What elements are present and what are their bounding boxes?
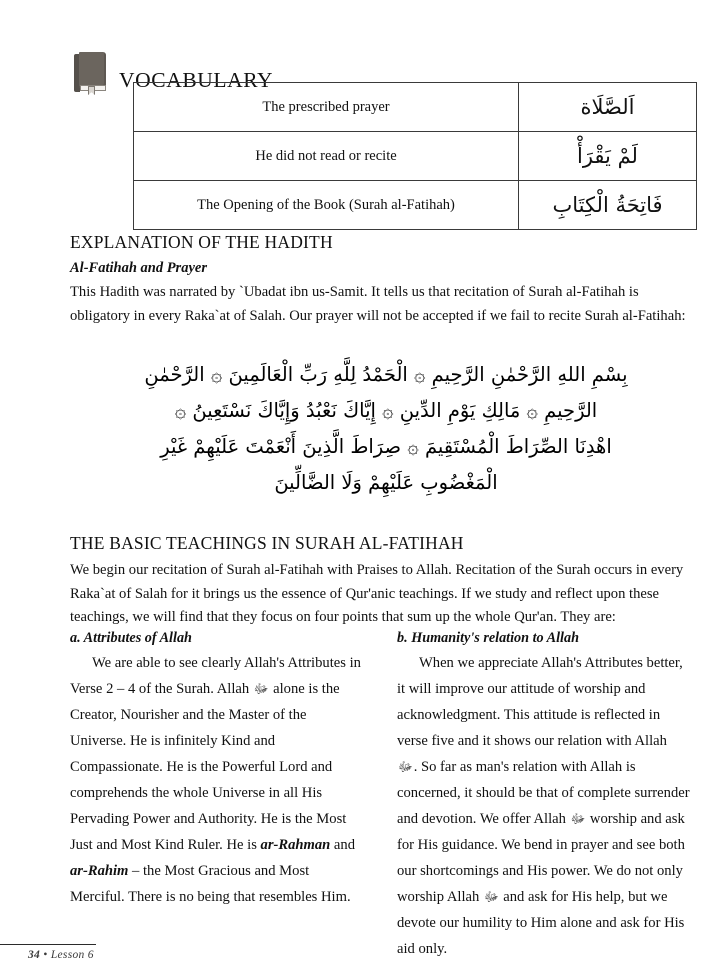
table-row <box>134 132 697 181</box>
quran-verse-block <box>86 357 686 501</box>
teachings-section <box>70 533 686 630</box>
footer <box>28 949 94 961</box>
column-humanity-relation-to-allah <box>397 630 690 963</box>
vocab-arabic: لَمْ يَقْرَأْ <box>519 132 697 181</box>
allah-honorific-glyph: ﷻ <box>570 811 586 827</box>
book-cover <box>79 52 106 88</box>
vocab-english: The Opening of the Book (Surah al-Fatihah) <box>134 181 519 230</box>
quran-line: اهْدِنَا الصِّرَاطَ الْمُسْتَقِيمَ ۞ صِرَاطَ الَّذِينَ أَنْعَمْتَ عَلَيْهِمْ غَيْرِ <box>160 435 612 459</box>
page-number: 34 <box>28 949 41 961</box>
allah-honorific-glyph: ﷻ <box>483 889 499 905</box>
book-ribbon <box>88 86 95 95</box>
explanation-subheading: Al-Fatihah and Prayer <box>70 260 207 276</box>
quran-line: الْمَغْضُوبِ عَلَيْهِمْ وَلَا الضَّالِّينَ <box>274 471 498 495</box>
quran-line: بِسْمِ اللهِ الرَّحْمٰنِ الرَّحِيمِ ۞ الْحَمْدُ لِلَّهِ رَبِّ الْعَالَمِينَ ۞ الرَّحْمٰنِ <box>144 363 628 386</box>
vocab-english: The prescribed prayer <box>134 83 519 132</box>
allah-honorific-glyph: ﷻ <box>253 681 269 697</box>
column-body-b: When we appreciate Allah's Attributes better, it will improve our attitude of worship and acknowledgment. This attitude is reflected in verse five and it shows our relation with Allah ﷻ. So far as man's relation with Allah is concerned, it should be that of complete surrender and devotion. We offer Allah ﷻ worship and ask for His guidance. We bend in prayer and see both our shortcomings and His power. We do not only worship Allah ﷻ and ask for His help, but we devote our humility to Him alone and ask for His aid only. <box>397 655 690 957</box>
table-row <box>134 181 697 230</box>
vocab-arabic: اَلصَّلَاة <box>519 83 697 132</box>
teachings-paragraph: We begin our recitation of Surah al-Fatihah with Praises to Allah. Recitation of the Surah occurs in every Raka`at of Salah for it brings us the essence of Qur'anic teachings. If we study and reflect upon these teachings, we will find that they focus on four points that sum up the whole Qur'an. They are: <box>70 562 684 626</box>
column-body-a: We are able to see clearly Allah's Attributes in Verse 2 – 4 of the Surah. Allah ﷻ alone is the Creator, Nourisher and the Master of the Universe. He is infinitely Kind and Compassionate. He is the Powerful Lord and comprehends the whole Universe in all His Pervading Power and Authority. He is the Most Just and Most Kind Ruler. He is ar-Rahman and ar-Rahim – the Most Gracious and Most Merciful. There is no being that resembles Him. <box>70 655 361 905</box>
vocabulary-table <box>133 82 697 230</box>
column-heading-a: a. Attributes of Allah <box>70 630 192 646</box>
footer-divider <box>0 944 96 945</box>
footer-separator: • <box>43 949 48 961</box>
allah-honorific-glyph: ﷻ <box>398 759 413 775</box>
table-row <box>134 83 697 132</box>
column-heading-b: b. Humanity's relation to Allah <box>397 630 579 646</box>
quran-line: الرَّحِيمِ ۞ مَالِكِ يَوْمِ الدِّينِ ۞ إِيَّاكَ نَعْبُدُ وَإِيَّاكَ نَسْتَعِينُ ۞ <box>174 399 598 423</box>
vocab-english: He did not read or recite <box>134 132 519 181</box>
explanation-paragraph: This Hadith was narrated by `Ubadat ibn us-Samit. It tells us that recitation of Surah al-Fatihah is obligatory in every Raka`at of Salah. Our prayer will not be accepted if we fail to recite Surah al-Fatihah: <box>70 284 686 324</box>
points-columns <box>70 630 690 963</box>
vocab-arabic: فَاتِحَةُ الْكِتَابِ <box>519 181 697 230</box>
column-attributes-of-allah <box>70 630 363 963</box>
footer-lesson: Lesson 6 <box>50 949 94 961</box>
explanation-section <box>70 232 686 328</box>
emphasis-term: ar-Rahim <box>70 862 129 879</box>
book-icon <box>74 52 108 94</box>
explanation-heading: EXPLANATION OF THE HADITH <box>70 232 333 252</box>
vocabulary-title: VOCABULARY <box>119 67 274 92</box>
teachings-heading: THE BASIC TEACHINGS IN SURAH AL-FATIHAH <box>70 533 464 553</box>
emphasis-term: ar-Rahman <box>260 836 331 853</box>
